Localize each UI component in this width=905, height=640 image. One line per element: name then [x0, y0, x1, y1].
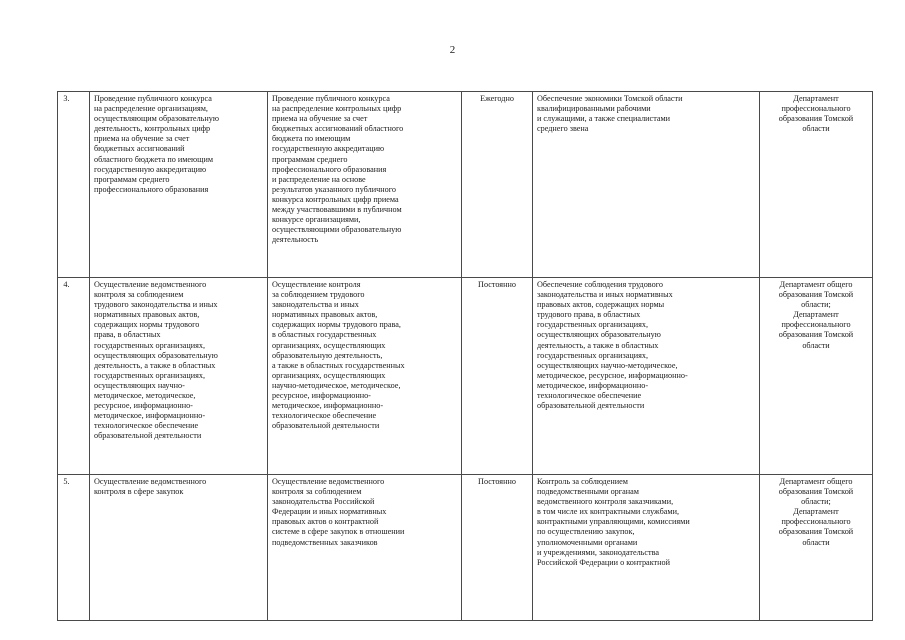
responsible-cell: Департамент общего образования Томской области; Департамент профессионального образования Томской области: [760, 278, 873, 475]
row-number: 4.: [58, 278, 90, 475]
period-cell: Постоянно: [462, 278, 533, 475]
row-number: 5.: [58, 475, 90, 621]
page-number: 2: [449, 44, 456, 56]
period-cell: Постоянно: [462, 475, 533, 621]
event-name-cell: Осуществление ведомственного контроля в сфере закупок: [90, 475, 268, 621]
event-content-cell: Проведение публичного конкурса на распределение контрольных цифр приема на обучение за счет бюджетных ассигнований областного бюджета по имеющим государственную аккредитацию программам среднего профессионального образования и распределение на основе результатов указанного публичного конкурса контрольных цифр приема между участвовавшими в публичном конкурсе организациями, осуществляющими образовательную деятельность: [268, 92, 462, 278]
event-content-cell: Осуществление контроля за соблюдением трудового законодательства и иных нормативных правовых актов, содержащих нормы трудового права, в областных государственных организациях, осуществляющих образовательную деятельность, а также в областных государственных организациях, осуществляющих научно-методическое, методическое, ресурсное, информационно- методическое, информационно- технологическое обеспечение образовательной деятельности: [268, 278, 462, 475]
period-cell: Ежегодно: [462, 92, 533, 278]
responsible-cell: Департамент общего образования Томской области; Департамент профессионального образования Томской области: [760, 475, 873, 621]
expected-result-cell: Обеспечение соблюдения трудового законодательства и иных нормативных правовых актов, содержащих нормы трудового права, в областных государственных организациях, осуществляющих образовательную деятельность, а также в областных государственных организациях, осуществляющих научно-методическое, методическое, ресурсное, информационно- методическое, информационно- технологическое обеспечение образовательной деятельности: [533, 278, 760, 475]
responsible-cell: Департамент профессионального образования Томской области: [760, 92, 873, 278]
event-name-cell: Проведение публичного конкурса на распределение организациям, осуществляющим образовательную деятельность, контрольных цифр приема на обучение за счет бюджетных ассигнований областного бюджета по имеющим государственную аккредитацию программам среднего профессионального образования: [90, 92, 268, 278]
table-row: [58, 475, 873, 621]
row-number: 3.: [58, 92, 90, 278]
expected-result-cell: Контроль за соблюдением подведомственными органам ведомственного контроля заказчиками, в том числе их контрактными службами, контрактными управляющими, комиссиями по осуществлению закупок, уполномоченными органами и учреждениями, законодательства Российской Федерации о контрактной: [533, 475, 760, 621]
table-row: [58, 92, 873, 278]
table-row: [58, 278, 873, 475]
expected-result-cell: Обеспечение экономики Томской области квалифицированными рабочими и служащими, а также специалистами среднего звена: [533, 92, 760, 278]
event-content-cell: Осуществление ведомственного контроля за соблюдением законодательства Российской Федерации и иных нормативных правовых актов о контрактной системе в сфере закупок в отношении подведомственных заказчиков: [268, 475, 462, 621]
event-name-cell: Осуществление ведомственного контроля за соблюдением трудового законодательства и иных нормативных правовых актов, содержащих нормы трудового права, в областных государственных организациях, осуществляющих образовательную деятельность, а также в областных государственных организациях, осуществляющих научно- методическое, методическое, ресурсное, информационно- методическое, информационно- технологическое обеспечение образовательной деятельности: [90, 278, 268, 475]
plan-table: [57, 91, 873, 621]
